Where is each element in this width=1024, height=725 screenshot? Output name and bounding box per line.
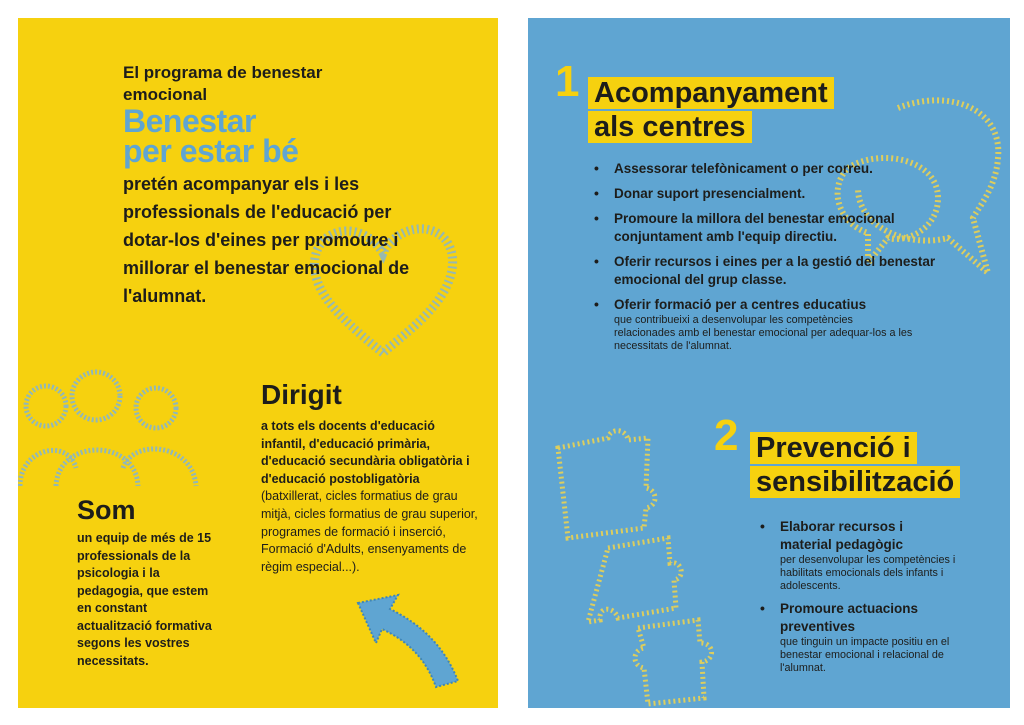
- program-description: pretén acompanyar els i les professionals de l'educació per dotar-los d'eines per promoure i millorar el benestar emocional de l'alumnat.: [123, 174, 410, 306]
- curved-arrow-icon: [348, 583, 468, 693]
- list-item: • Promoure actuacions preventives que tinguin un impacte positiu en el benestar emocional i relacional de l'alumnat.: [758, 600, 988, 675]
- section1-number: 1: [555, 57, 580, 106]
- section1-list: [592, 160, 952, 360]
- list-item: • Oferir formació per a centres educatius que contribueixi a desenvolupar les competències relacionades amb el benestar emocional per adequar-los a les necessitats de l'alumnat.: [592, 296, 952, 353]
- audience-text: [261, 418, 481, 576]
- people-group-icon: [18, 368, 218, 498]
- list-item: • Promoure la millora del benestar emocional conjuntament amb l'equip directiu.: [592, 210, 952, 246]
- puzzle-pieces-icon: [548, 428, 738, 708]
- list-item: • Donar suport presencialment.: [592, 185, 952, 203]
- section2-number: 2: [714, 411, 739, 460]
- section1-title-line1: Acompanyament: [588, 77, 834, 109]
- section1-title: [588, 76, 834, 144]
- program-intro: [123, 62, 463, 310]
- team-title: Som: [77, 495, 136, 525]
- right-panel: [528, 18, 1010, 708]
- audience-text-regular: (batxillerat, cicles formatius de grau mitjà, cicles formatius de grau superior, programes de formació i inserció, Formació d'Adults, ensenyaments de règim especial...).: [261, 489, 478, 574]
- section2-list: [758, 518, 988, 682]
- team-section: [77, 494, 252, 670]
- program-lead: El programa de benestar emocional: [123, 63, 323, 104]
- list-item: • Oferir recursos i eines per a la gestió del benestar emocional del grup classe.: [592, 253, 952, 289]
- audience-title: Dirigit: [261, 379, 342, 410]
- section2-title-line1: Prevenció i: [750, 432, 917, 464]
- audience-text-bold: a tots els docents d'educació infantil, d'educació primària, d'educació secundària obligatòria i d'educació postobligatòria: [261, 419, 470, 486]
- program-name-line1: Benestar: [123, 103, 256, 139]
- section2-title-line2: sensibilització: [750, 466, 960, 498]
- program-name-line2: per estar bé: [123, 133, 299, 169]
- section2-title: [750, 431, 960, 499]
- team-text: un equip de més de 15 professionals de la psicologia i la pedagogia, que estem en constant actualització formativa segons les vostres necessitats.: [77, 531, 212, 668]
- audience-section: [261, 380, 481, 576]
- section1-title-line2: als centres: [588, 111, 752, 143]
- list-item: • Assessorar telefònicament o per correu.: [592, 160, 952, 178]
- list-item: • Elaborar recursos i material pedagògic per desenvolupar les competències i habilitats emocionals dels infants i adolescents.: [758, 518, 988, 593]
- left-panel: [18, 18, 498, 708]
